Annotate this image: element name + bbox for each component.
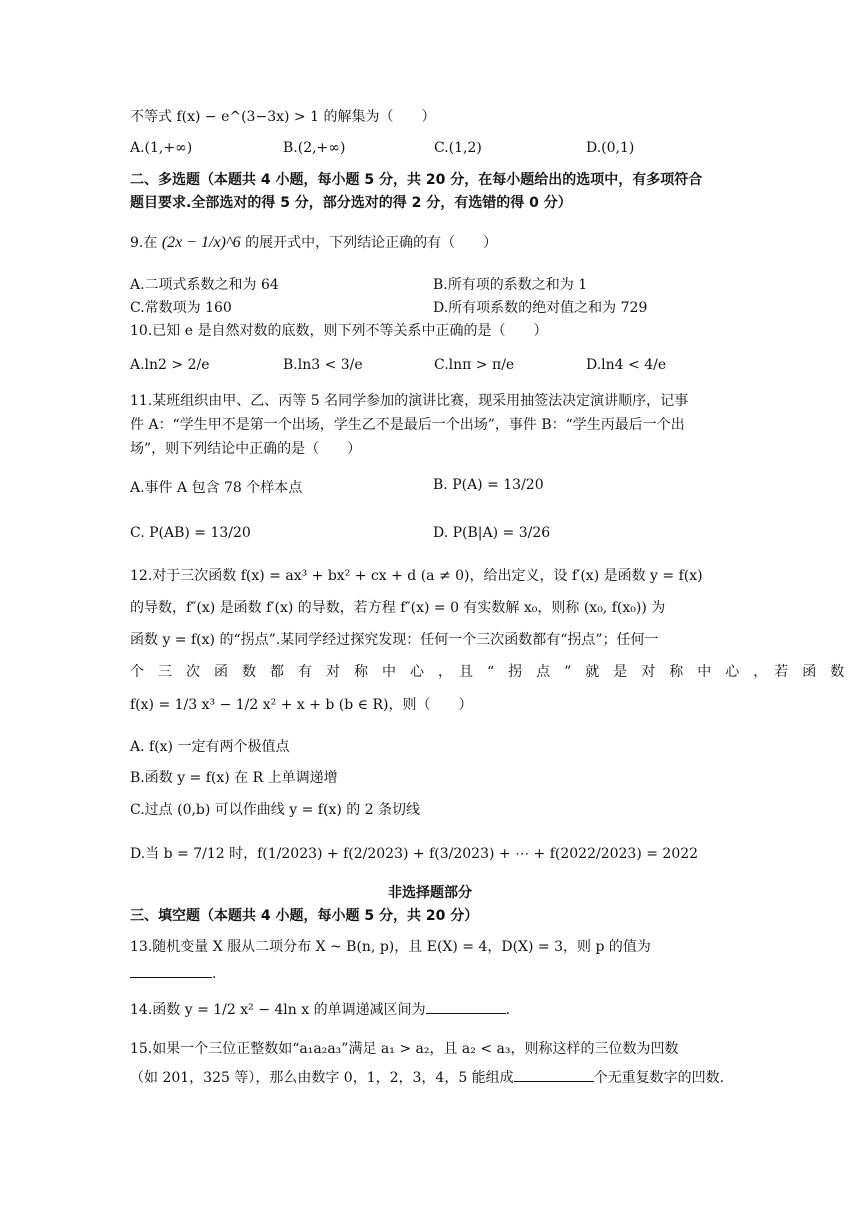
q15-line2-prefix: （如 201，325 等），那么由数字 0，1，2，3，4，5 能组成: [130, 1070, 514, 1086]
q9-option-b: B.所有项的系数之和为 1: [433, 277, 588, 293]
q13-line2: [130, 963, 730, 984]
q12-line1: 12.对于三次函数 f(x) = ax³ + bx² + cx + d (a ≠ 0)，给出定义，设 f′(x) 是函数 y = f(x): [130, 568, 703, 584]
q8-option-b: B.(2,+∞): [283, 140, 346, 156]
q13-answer-blank: [130, 963, 212, 978]
section2-title-line2: 题目要求.全部选对的得 5 分，部分选对的得 2 分，有选错的得 0 分）: [130, 195, 572, 211]
q14-answer-blank: [426, 999, 506, 1014]
q10-option-b: B.ln3 < 3/e: [283, 357, 363, 373]
q15-line2-suffix: 个无重复数字的凹数.: [593, 1070, 725, 1086]
q12-option-b: B.函数 y = f(x) 在 R 上单调递增: [130, 770, 338, 786]
q10-stem: 10.已知 e 是自然对数的底数，则下列不等关系中正确的是（ ）: [130, 323, 548, 339]
q12-option-c: C.过点 (0,b) 可以作曲线 y = f(x) 的 2 条切线: [130, 802, 421, 818]
q13-line1: 13.随机变量 X 服从二项分布 X ~ B(n, p)，且 E(X) = 4，D(X) = 3，则 p 的值为: [130, 939, 651, 955]
q11-stem-line3: 场”，则下列结论中正确的是（ ）: [130, 441, 362, 457]
q9-stem: [130, 233, 730, 253]
section2-title-line1: 二、多选题（本题共 4 小题，每小题 5 分，共 20 分，在每小题给出的选项中，有多项符合: [130, 172, 703, 188]
q12-line5: f(x) = 1/3 x³ − 1/2 x² + x + b (b ∈ R)，则（ ）: [130, 697, 473, 713]
q9-suffix: 的展开式中，下列结论正确的有（ ）: [245, 235, 498, 251]
q15-line1: 15.如果一个三位正整数如“a₁a₂a₃”满足 a₁ > a₂，且 a₂ < a₃，则称这样的三位数为凹数: [130, 1041, 679, 1057]
q15-answer-blank: [514, 1067, 594, 1082]
q14-line: [130, 999, 730, 1020]
q11-option-b: B. P(A) = 13/20: [433, 477, 544, 493]
q15-line2: [130, 1067, 730, 1088]
q12-line4: 个 三 次 函 数 都 有 对 称 中 心 ， 且 “ 拐 点 ” 就 是 对 称 中 心 ， 若 函 数: [130, 664, 845, 680]
part2-title: 非选择题部分: [388, 885, 472, 901]
q8-stem: 不等式 f(x) − e^(3−3x) > 1 的解集为（ ）: [130, 109, 436, 125]
q9-expression: (2x − 1/x)^6: [161, 234, 241, 251]
q9-option-c: C.常数项为 160: [130, 300, 232, 316]
q12-option-a: A. f(x) 一定有两个极值点: [130, 739, 290, 755]
q10-option-c: C.lnπ > π/e: [434, 357, 515, 373]
q9-prefix: 9.在: [130, 235, 158, 251]
q10-option-d: D.ln4 < 4/e: [586, 357, 667, 373]
q10-option-a: A.ln2 > 2/e: [130, 357, 210, 373]
q14-suffix: .: [505, 1002, 511, 1018]
q11-option-a: A.事件 A 包含 78 个样本点: [130, 480, 303, 496]
q8-option-d: D.(0,1): [586, 140, 635, 156]
q9-option-d: D.所有项系数的绝对值之和为 729: [433, 300, 648, 316]
q8-option-a: A.(1,+∞): [130, 140, 193, 156]
section3-title: 三、填空题（本题共 4 小题，每小题 5 分，共 20 分）: [130, 908, 479, 924]
q11-option-c: C. P(AB) = 13/20: [130, 525, 251, 541]
q14-prefix: 14.函数 y = 1/2 x² − 4ln x 的单调递减区间为: [130, 1002, 426, 1018]
q8-option-c: C.(1,2): [434, 140, 482, 156]
q11-stem-line1: 11.某班组织由甲、乙、丙等 5 名同学参加的演讲比赛，现采用抽签法决定演讲顺序，记事: [130, 393, 689, 409]
q12-option-d: D.当 b = 7/12 时，f(1/2023) + f(2/2023) + f(3/2023) + ⋯ + f(2022/2023) = 2022: [130, 846, 699, 862]
q11-option-d: D. P(B|A) = 3/26: [433, 525, 551, 541]
q11-stem-line2: 件 A：“学生甲不是第一个出场，学生乙不是最后一个出场”，事件 B：“学生丙最后一个出: [130, 417, 685, 433]
q12-line3: 函数 y = f(x) 的“拐点”.某同学经过探究发现：任何一个三次函数都有“拐点”；任何一: [130, 632, 659, 648]
q12-line2: 的导数，f″(x) 是函数 f′(x) 的导数，若方程 f″(x) = 0 有实数解 x₀，则称 (x₀, f(x₀)) 为: [130, 600, 666, 616]
q9-option-a: A.二项式系数之和为 64: [130, 277, 279, 293]
q13-line2-end: .: [212, 966, 217, 982]
